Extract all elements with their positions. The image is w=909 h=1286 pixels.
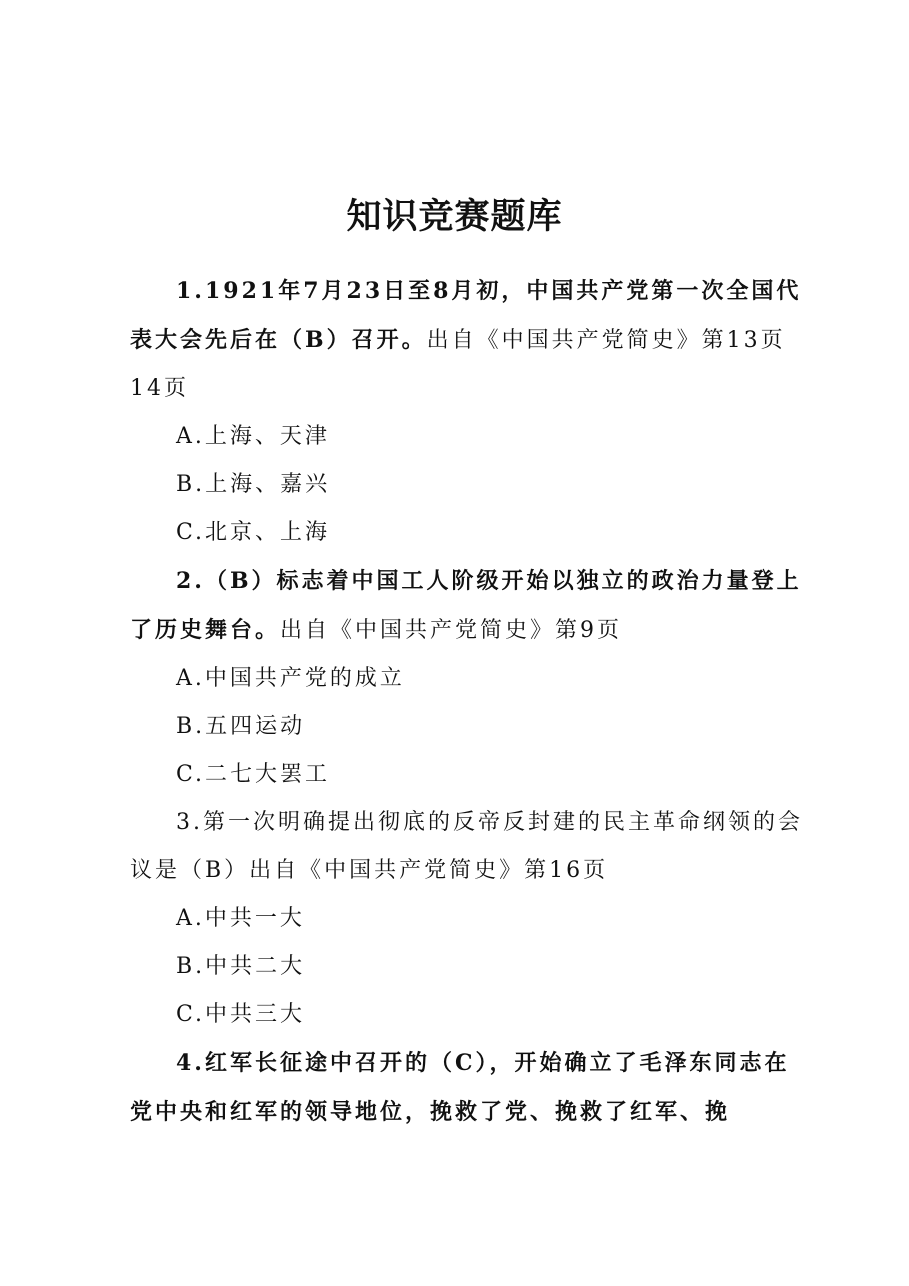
- question-source: 出自《中国共产党简史》第13页14页: [130, 328, 786, 401]
- option-a: A.中国共产党的成立: [176, 666, 405, 691]
- option-c: C.北京、上海: [176, 520, 331, 545]
- option-b: B.中共二大: [176, 954, 306, 979]
- question-list: [130, 267, 810, 1137]
- question-text: 3.第一次明确提出彻底的反帝反封建的民主革命纲领的会议是（B）出自《中国共产党简史》第16页: [130, 810, 803, 883]
- question-1: [130, 267, 810, 413]
- option-b: B.五四运动: [176, 714, 306, 739]
- page-title: 知识竞赛题库: [346, 196, 563, 237]
- question-stem: 1.1921年7月23日至8月初，中国共产党第一次全国代表大会先后在（B）召开。: [130, 278, 802, 353]
- option-a: A.中共一大: [176, 906, 305, 931]
- option-c: C.二七大罢工: [176, 762, 331, 787]
- question-stem: 4.红军长征途中召开的（C），开始确立了毛泽东同志在党中央和红军的领导地位，挽救了党、挽救了红军、挽: [130, 1050, 790, 1125]
- question-stem: 2.（B）标志着中国工人阶级开始以独立的政治力量登上了历史舞台。: [130, 568, 802, 643]
- option-c: C.中共三大: [176, 1002, 306, 1027]
- question-source: 出自《中国共产党简史》第9页: [280, 618, 623, 643]
- option-b: B.上海、嘉兴: [176, 472, 331, 497]
- question-3: [130, 799, 810, 895]
- question-2: [130, 557, 810, 655]
- question-4: [130, 1039, 810, 1137]
- option-a: A.上海、天津: [176, 424, 330, 449]
